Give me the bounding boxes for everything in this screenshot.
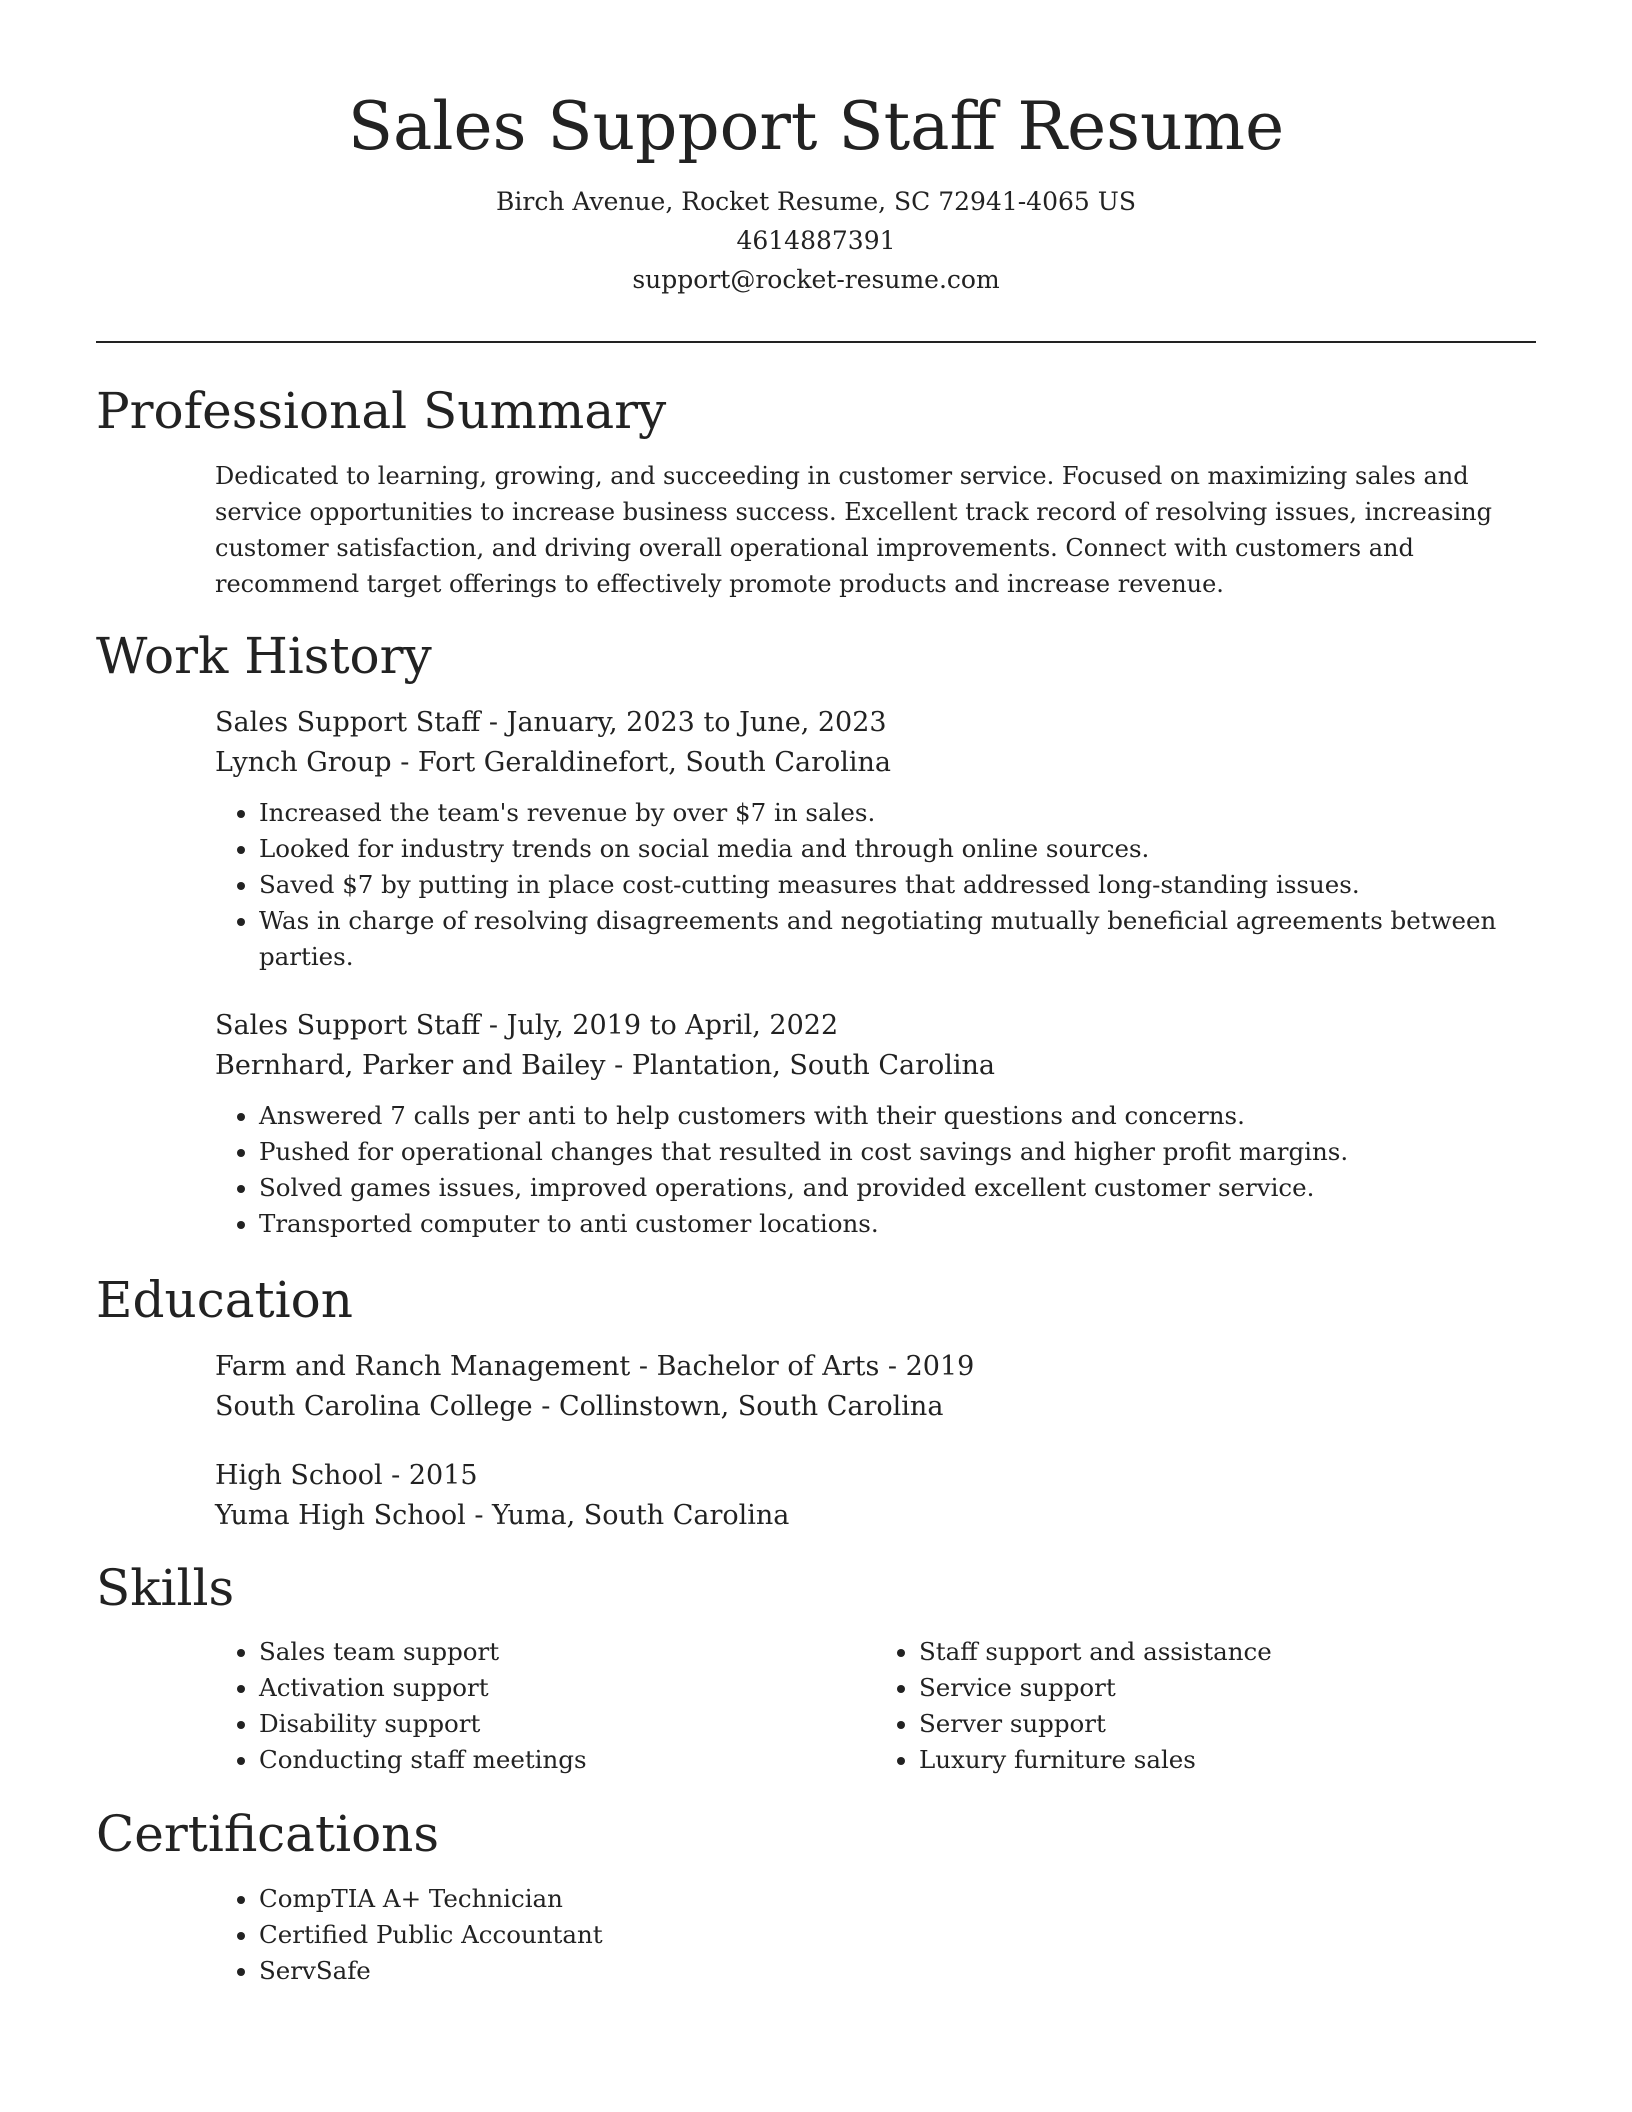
list-item: • Was in charge of resolving disagreements and negotiating mutually beneficial agreements between parties.: [259, 903, 1535, 975]
job-company-line: [215, 743, 1535, 783]
job-bullets: [215, 1098, 1535, 1242]
school: Yuma High School: [215, 1500, 466, 1531]
list-item: • Solved games issues, improved operations, and provided excellent customer service.: [259, 1170, 1535, 1206]
education-year: - 2019: [879, 1351, 975, 1382]
list-item: • Activation support: [259, 1670, 875, 1706]
job-title: Sales Support Staff: [215, 1010, 481, 1041]
school: South Carolina College: [215, 1391, 533, 1422]
school-line: [215, 1387, 1535, 1427]
list-item: • Disability support: [259, 1706, 875, 1742]
skills-column-right: [875, 1634, 1535, 1778]
skills-heading: Skills: [96, 1559, 235, 1617]
list-item: • Luxury furniture sales: [919, 1742, 1535, 1778]
degree: Farm and Ranch Management - Bachelor of Arts: [215, 1351, 880, 1382]
job-company: Bernhard, Parker and Bailey: [215, 1050, 606, 1081]
list-item: • Saved $7 by putting in place cost-cutting measures that addressed long-standing issues.: [259, 867, 1535, 903]
list-item: • Looked for industry trends on social media and through online sources.: [259, 831, 1535, 867]
list-item: • Sales team support: [259, 1634, 875, 1670]
education-year: - 2015: [382, 1460, 478, 1491]
job-dates: - January, 2023 to June, 2023: [480, 707, 887, 738]
address: Birch Avenue, Rocket Resume, SC 72941-4065 US: [496, 187, 1136, 216]
list-item: • Increased the team's revenue by over $7 in sales.: [259, 795, 1535, 831]
job-entry: [215, 1006, 1535, 1242]
job-dates: - July, 2019 to April, 2022: [480, 1010, 839, 1041]
list-item: • Transported computer to anti customer locations.: [259, 1206, 1535, 1242]
list-item: • Certified Public Accountant: [259, 1917, 1535, 1953]
school-location: - Yuma, South Carolina: [465, 1500, 790, 1531]
job-company: Lynch Group: [215, 747, 392, 778]
job-location: - Plantation, South Carolina: [605, 1050, 996, 1081]
email: support@rocket-resume.com: [632, 265, 1000, 294]
list-item: • Service support: [919, 1670, 1535, 1706]
skills-list: [215, 1634, 1535, 1778]
list-item: • Pushed for operational changes that resulted in cost savings and higher profit margins.: [259, 1134, 1535, 1170]
resume-header: [96, 82, 1536, 299]
education-entry: [215, 1456, 1535, 1536]
certifications-heading: Certifications: [96, 1805, 440, 1863]
degree-line: [215, 1347, 1535, 1387]
job-title: Sales Support Staff: [215, 707, 481, 738]
summary-heading: Professional Summary: [96, 382, 667, 440]
list-item: • Conducting staff meetings: [259, 1742, 875, 1778]
resume-title: Sales Support Staff Resume: [347, 88, 1285, 165]
list-item: • Answered 7 calls per anti to help customers with their questions and concerns.: [259, 1098, 1535, 1134]
degree-line: [215, 1456, 1535, 1496]
job-location: - Fort Geraldinefort, South Carolina: [391, 747, 892, 778]
header-divider: [96, 341, 1536, 343]
school-line: [215, 1496, 1535, 1536]
list-item: • CompTIA A+ Technician: [259, 1881, 1535, 1917]
work-history-heading: Work History: [96, 627, 432, 685]
summary-text: Dedicated to learning, growing, and succeeding in customer service. Focused on maximizing sales and service opportunities to increase business success. Excellent track record of resolving issues, increasing customer satisfaction, and driving overall operational improvements. Connect with customers and recommend target offerings to effectively promote products and increase revenue.: [215, 462, 1492, 598]
skills-column-left: [215, 1634, 875, 1778]
contact-info: [96, 182, 1536, 299]
education-heading: Education: [96, 1271, 353, 1329]
job-title-line: [215, 1006, 1535, 1046]
certifications-list: [215, 1881, 1535, 1989]
degree: High School: [215, 1460, 383, 1491]
phone: 4614887391: [736, 226, 896, 255]
education-entry: [215, 1347, 1535, 1427]
list-item: • Server support: [919, 1706, 1535, 1742]
certifications-section: [215, 1881, 1535, 1989]
job-entry: [215, 703, 1535, 975]
job-company-line: [215, 1046, 1535, 1086]
job-bullets: [215, 795, 1535, 975]
list-item: • ServSafe: [259, 1953, 1535, 1989]
summary-section: [215, 458, 1535, 602]
school-location: - Collinstown, South Carolina: [532, 1391, 944, 1422]
job-title-line: [215, 703, 1535, 743]
list-item: • Staff support and assistance: [919, 1634, 1535, 1670]
